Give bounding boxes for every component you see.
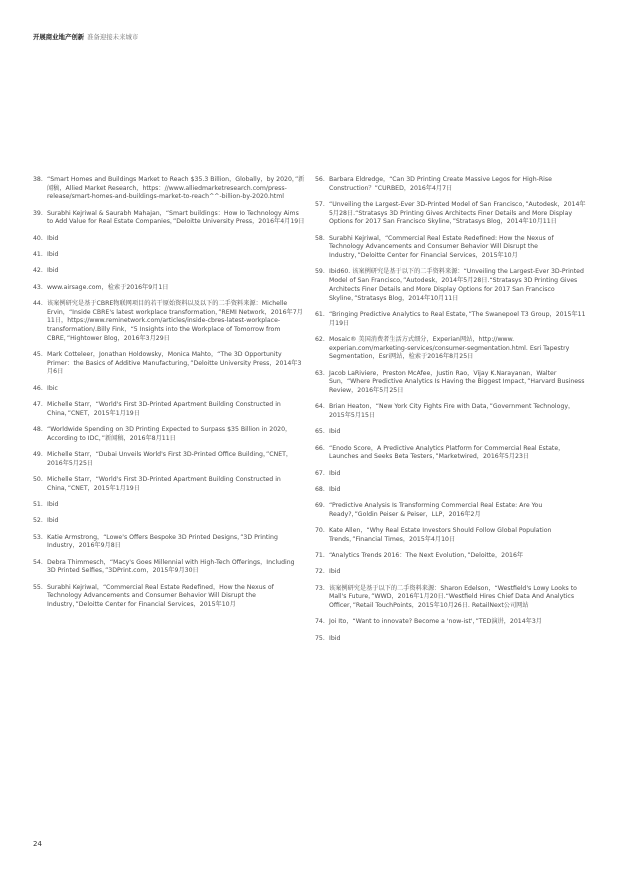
reference-item: [33, 501, 305, 510]
reference-text: 该案例研究是基于以下的二手资料来源：Sharon Edelson，“Westfield's Lowy Looks to Mall's Future，”WWD，2016年1月20日.“Westfield Hires Chief Data And Analytics Officer，”Retail TouchPoints，2015年10月26日. RetailNext公司网站: [329, 584, 577, 610]
reference-number: 58.: [315, 234, 325, 242]
reference-number: 54.: [33, 558, 43, 566]
reference-number: 75.: [315, 634, 325, 642]
reference-text: Joi Ito，“Want to innovate? Become a 'now-ist'，”TED演讲，2014年3月: [329, 618, 542, 626]
reference-number: 68.: [315, 485, 325, 493]
reference-item: [33, 401, 305, 418]
reference-number: 51.: [33, 501, 43, 508]
reference-number: 64.: [315, 403, 325, 411]
reference-text: Ibid: [47, 501, 59, 508]
reference-item: [33, 517, 305, 526]
reference-text: Jacob LaRiviere，Preston McAfee，Justin Rao，Vijay K.Narayanan，Walter Sun，“Where Predictive Analytics Is Having the Biggest Impact，”Harvard Business Review，2016年5月25日: [329, 369, 585, 394]
reference-item: [33, 176, 305, 202]
reference-item: [315, 268, 589, 303]
reference-item: [315, 445, 589, 462]
reference-text: Kate Allen，“Why Real Estate Investors Should Follow Global Population Trends，”Financial Times，2015年4月10日: [329, 527, 552, 543]
reference-number: 74.: [315, 618, 325, 626]
reference-number: 66.: [315, 444, 325, 452]
reference-text: “Worldwide Spending on 3D Printing Expected to Surpass $35 Billion in 2020，According to IDC，”新闻稿，2016年8月11日: [47, 426, 292, 442]
reference-text: Michelle Starr，“World's First 3D-Printed Apartment Building Constructed in China，”CNET，2015年1月19日: [47, 401, 281, 417]
reference-item: [315, 201, 589, 227]
reference-item: [33, 476, 305, 493]
reference-text: www.airsage.com，检索于2016年9月1日: [47, 283, 169, 291]
reference-number: 71.: [315, 552, 325, 560]
reference-number: 40.: [33, 234, 43, 242]
reference-text: Ibid: [47, 517, 59, 525]
reference-number: 41.: [33, 251, 43, 258]
reference-item: [315, 635, 589, 644]
references-right-column: [315, 176, 589, 651]
reference-text: Barbara Eldredge，“Can 3D Printing Create Massive Legos for High-Rise Construction？”CURBED，2016年4月7日: [329, 176, 552, 192]
reference-text: Brian Heaton，“New York City Fights Fire with Data，”Government Technology，2015年5月15日: [329, 403, 575, 419]
reference-number: 47.: [33, 401, 43, 408]
reference-number: 42.: [33, 267, 43, 275]
reference-number: 55.: [33, 583, 43, 591]
reference-text: Surabhi Kejriwal & Saurabh Mahajan，“Smart buildings：How Io Technology Aims to Add Value for Real Estate Companies，”Deloitte University Press，2016年4月19日: [47, 209, 305, 226]
reference-number: 45.: [33, 351, 43, 358]
reference-number: 65.: [315, 428, 325, 436]
reference-number: 38.: [33, 176, 43, 183]
reference-number: 43.: [33, 283, 43, 291]
reference-item: [33, 267, 305, 276]
page-number: 24: [33, 840, 42, 848]
reference-item: [315, 370, 589, 396]
reference-text: Ibid: [329, 568, 341, 576]
reference-number: 61.: [315, 310, 325, 318]
reference-text: Ibid: [329, 485, 341, 493]
reference-text: Ibid60. 该案例研究是基于以下的二手资料来源：“Unveiling the Largest-Ever 3D-Printed Model of San Francisco，”Autodesk，2014年5月28日.“Stratasys 3D Printing Gives Architects Finer Details and More Display Options for 2017 San Francisco Skyline，”Stratasys Blog，2014年10月11日: [329, 268, 584, 302]
reference-item: [33, 300, 305, 344]
reference-item: [33, 251, 305, 260]
reference-item: [315, 428, 589, 437]
reference-number: 44.: [33, 299, 43, 307]
reference-number: 53.: [33, 533, 43, 541]
reference-item: [315, 502, 589, 519]
reference-number: 62.: [315, 335, 325, 343]
reference-text: 该案例研究是基于CBRE物联网项目的若干原始资料以及以下的二手资料来源：Michelle Ervin，“Inside CBRE's latest workplace transformation，”REMI Network，2016年7月11日，https://www.reminetwork.com/articles/inside-cbres-latest-workplace-transformation/.Billy Fink，“5 Insights into the Workplace of Tomorrow from CBRE，”Hightower Blog，2016年3月29日: [47, 299, 303, 342]
reference-number: 70.: [315, 527, 325, 535]
reference-item: [315, 311, 589, 328]
reference-text: “Bringing Predictive Analytics to Real Estate，”The Swanepoel T3 Group，2015年11月19日: [329, 310, 586, 327]
reference-text: Katie Armstrong，“Lowe's Offers Bespoke 3D Printed Designs，”3D Printing Industry，2016年9月8日: [47, 533, 278, 550]
reference-item: [33, 235, 305, 244]
reference-item: [315, 552, 589, 561]
reference-number: 48.: [33, 426, 43, 433]
reference-number: 50.: [33, 476, 43, 483]
reference-text: “Predictive Analysis Is Transforming Commercial Real Estate: Are You Ready?，”Goldin Peiser & Peiser，LLP，2016年2月: [329, 502, 543, 518]
reference-item: [315, 568, 589, 577]
reference-text: Surabhi Kejriwal，“Commercial Real Estate Redefined: How the Nexus of Technology Advancements and Consumer Behavior Will Disrupt the Industry，”Deloitte Center for Financial Services，2015年10月: [329, 234, 554, 260]
reference-item: [315, 403, 589, 420]
reference-number: 63.: [315, 369, 325, 377]
reference-item: [33, 534, 305, 551]
reference-item: [315, 486, 589, 495]
reference-item: [33, 351, 305, 377]
reference-number: 56.: [315, 176, 325, 183]
reference-number: 49.: [33, 451, 43, 458]
reference-text: Michelle Starr，“Dubai Unveils World's First 3D-Printed Office Building，”CNET，2016年5月25日: [47, 451, 293, 467]
reference-number: 46.: [33, 384, 43, 392]
reference-text: Ibid: [47, 251, 59, 258]
reference-item: [315, 470, 589, 479]
reference-item: [315, 527, 589, 544]
reference-number: 72.: [315, 568, 325, 576]
reference-text: “Unveiling the Largest-Ever 3D-Printed Model of San Francisco，”Autodesk，2014年5月28日.“Stratasys 3D Printing Gives Architects Finer Details and More Display Options for 2017 San Francisco Skyline，”Stratasys Blog，2014年10月11日: [329, 201, 586, 226]
reference-text: “Enodo Score，A Predictive Analytics Platform for Commercial Real Estate，Launches and Seeks Beta Testers，”Marketwired，2016年5月23日: [329, 444, 565, 461]
reference-item: [315, 585, 589, 611]
reference-number: 69.: [315, 502, 325, 510]
references-left-column: [33, 176, 305, 617]
reference-item: [315, 336, 589, 362]
reference-item: [33, 210, 305, 227]
reference-text: Ibic: [47, 384, 58, 392]
reference-number: 67.: [315, 469, 325, 477]
reference-item: [315, 235, 589, 261]
reference-item: [33, 426, 305, 443]
reference-text: Ibid: [47, 267, 59, 275]
reference-text: “Analytics Trends 2016：The Next Evolution，”Deloitte，2016年: [329, 552, 524, 560]
reference-text: Debra Thimmesch，“Macy's Goes Millennial with High-Tech Offerings，Including 3D Printed Selfies，”3DPrint.com，2015年9月30日: [47, 558, 295, 575]
reference-text: “Smart Homes and Buildings Market to Reach $35.3 Billion，Globally，by 2020，”新闻稿，Allied Market Research，https：//www.alliedmarketresearch.com/press-release/smart-homes-and-buildings-market-to-reach^^-billion-by-2020.html: [47, 176, 305, 201]
reference-text: Mark Cotteleer，Jonathan Holdowsky，Monica Mahto，“The 3D Opportunity Primer：the Basics of Additive Manufacturing，”Deloitte University Press，2014年3月6日: [47, 351, 302, 376]
header-brand: 开展商业地产创新: [33, 33, 85, 41]
reference-text: Ibid: [329, 634, 341, 642]
reference-item: [33, 451, 305, 468]
reference-text: Ibid: [329, 428, 341, 436]
reference-text: Mosaic® 美国消费者生活方式细分，Experian网站，http://www. experian.com/marketing-services/consumer-segmentation.html. Esri Tapestry Segmentation，Esri网站，检索于2016年8月25日: [329, 335, 570, 361]
reference-number: 39.: [33, 209, 43, 217]
running-header: [33, 34, 138, 40]
reference-number: 52.: [33, 517, 43, 525]
reference-item: [33, 284, 305, 293]
reference-text: Ibid: [329, 469, 341, 477]
reference-number: 59.: [315, 268, 325, 276]
reference-item: [33, 385, 305, 394]
reference-text: Michelle Starr，“World's First 3D-Printed Apartment Building Constructed in China，”CNET，2015年1月19日: [47, 476, 281, 492]
reference-item: [315, 176, 589, 193]
reference-item: [33, 584, 305, 610]
header-tagline: 准备迎接未来城市: [87, 33, 139, 41]
reference-text: Ibid: [47, 234, 59, 242]
reference-item: [33, 559, 305, 576]
reference-number: 57.: [315, 201, 325, 208]
reference-item: [315, 618, 589, 627]
reference-text: Surabhi Kejriwal，“Commercial Real Estate Redefined，How the Nexus of Technology Advancements and Consumer Behavior Will Disrupt the Industry，”Deloitte Center for Financial Services，2015年10月: [47, 583, 274, 608]
reference-number: 73.: [315, 584, 325, 592]
